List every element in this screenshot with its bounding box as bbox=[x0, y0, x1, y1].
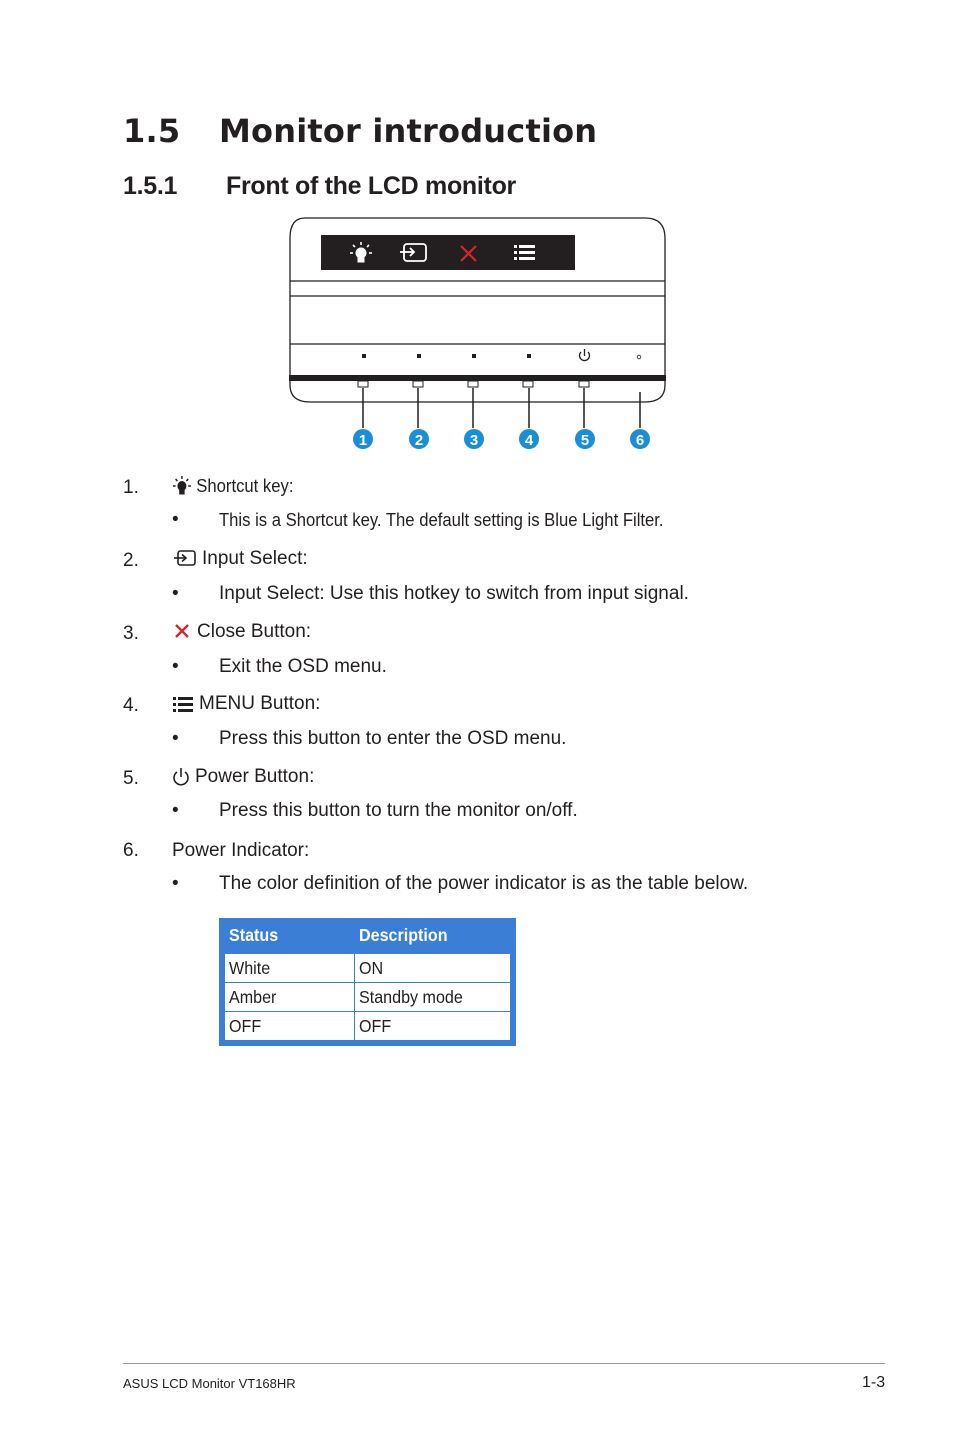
table-cell: OFF bbox=[222, 1012, 355, 1044]
item-title-power-indicator bbox=[172, 840, 309, 862]
svg-text:4: 4 bbox=[524, 432, 534, 449]
item-number: 2. bbox=[123, 550, 139, 571]
item-number: 4. bbox=[123, 695, 139, 716]
bullet: • bbox=[172, 509, 179, 530]
callout-6 bbox=[630, 429, 650, 449]
item-title-text: Power Button: bbox=[195, 766, 315, 787]
table-cell: ON bbox=[355, 954, 514, 983]
subsection-heading bbox=[123, 172, 516, 201]
item-title-text: MENU Button: bbox=[199, 693, 321, 714]
subsection-number: 1.5.1 bbox=[123, 172, 178, 200]
item-description: The color definition of the power indicator is as the table below. bbox=[219, 873, 749, 894]
bullet: • bbox=[172, 800, 179, 821]
menu-list-icon bbox=[172, 694, 194, 714]
table-cell: Standby mode bbox=[355, 983, 514, 1012]
footer-divider bbox=[123, 1363, 885, 1364]
item-number: 6. bbox=[123, 840, 139, 861]
callout-2 bbox=[409, 429, 429, 449]
close-x-icon bbox=[172, 622, 192, 642]
section-heading bbox=[123, 112, 597, 150]
table-cell: Amber bbox=[222, 983, 355, 1012]
section-number: 1.5 bbox=[123, 112, 181, 150]
item-title-input-select bbox=[172, 548, 308, 570]
item-description: This is a Shortcut key. The default setting is Blue Light Filter. bbox=[219, 509, 664, 530]
item-title-text: Input Select: bbox=[202, 548, 308, 569]
front-button-markers bbox=[362, 354, 531, 358]
item-title-shortcut bbox=[172, 475, 293, 497]
svg-text:2: 2 bbox=[414, 432, 424, 449]
item-description: Exit the OSD menu. bbox=[219, 656, 387, 677]
power-icon bbox=[172, 767, 190, 787]
power-icon bbox=[580, 349, 590, 361]
monitor-front-diagram bbox=[280, 210, 680, 455]
subsection-title: Front of the LCD monitor bbox=[226, 172, 516, 200]
item-title-text: Shortcut key: bbox=[196, 475, 294, 496]
callout-3 bbox=[464, 429, 484, 449]
bullet: • bbox=[172, 728, 179, 749]
item-number: 3. bbox=[123, 623, 139, 644]
button-bumps bbox=[358, 381, 589, 387]
svg-text:5: 5 bbox=[580, 432, 590, 449]
item-title-text: Close Button: bbox=[197, 621, 312, 642]
footer-product-name: ASUS LCD Monitor VT168HR bbox=[123, 1376, 296, 1391]
indicator-dot bbox=[637, 355, 641, 359]
item-title-menu bbox=[172, 693, 320, 715]
svg-text:3: 3 bbox=[469, 432, 479, 449]
light-bulb-icon bbox=[172, 475, 192, 497]
bullet: • bbox=[172, 583, 179, 604]
item-title-power bbox=[172, 766, 314, 788]
table-header: Description bbox=[355, 918, 514, 954]
power-indicator-table bbox=[219, 918, 516, 1046]
callout-1 bbox=[353, 429, 373, 449]
table-row bbox=[222, 954, 513, 983]
page-number: 1-3 bbox=[862, 1374, 886, 1391]
callout-5 bbox=[575, 429, 595, 449]
item-number: 5. bbox=[123, 768, 139, 789]
item-number: 1. bbox=[123, 477, 139, 498]
item-description: Press this button to turn the monitor on/off. bbox=[219, 800, 578, 821]
item-title-close bbox=[172, 621, 311, 643]
bullet: • bbox=[172, 873, 179, 894]
svg-text:6: 6 bbox=[635, 432, 645, 449]
item-description: Input Select: Use this hotkey to switch from input signal. bbox=[219, 583, 689, 604]
table-row bbox=[222, 983, 513, 1012]
svg-text:1: 1 bbox=[358, 432, 368, 449]
table-row bbox=[222, 1012, 513, 1044]
input-select-icon bbox=[172, 549, 197, 569]
table-header-row bbox=[222, 918, 513, 954]
table-cell: OFF bbox=[355, 1012, 514, 1044]
table-header: Status bbox=[222, 918, 355, 954]
item-title-text: Power Indicator: bbox=[172, 840, 310, 861]
callout-4 bbox=[519, 429, 539, 449]
item-description: Press this button to enter the OSD menu. bbox=[219, 728, 567, 749]
section-title: Monitor introduction bbox=[219, 112, 598, 150]
table-cell: White bbox=[222, 954, 355, 983]
bullet: • bbox=[172, 656, 179, 677]
